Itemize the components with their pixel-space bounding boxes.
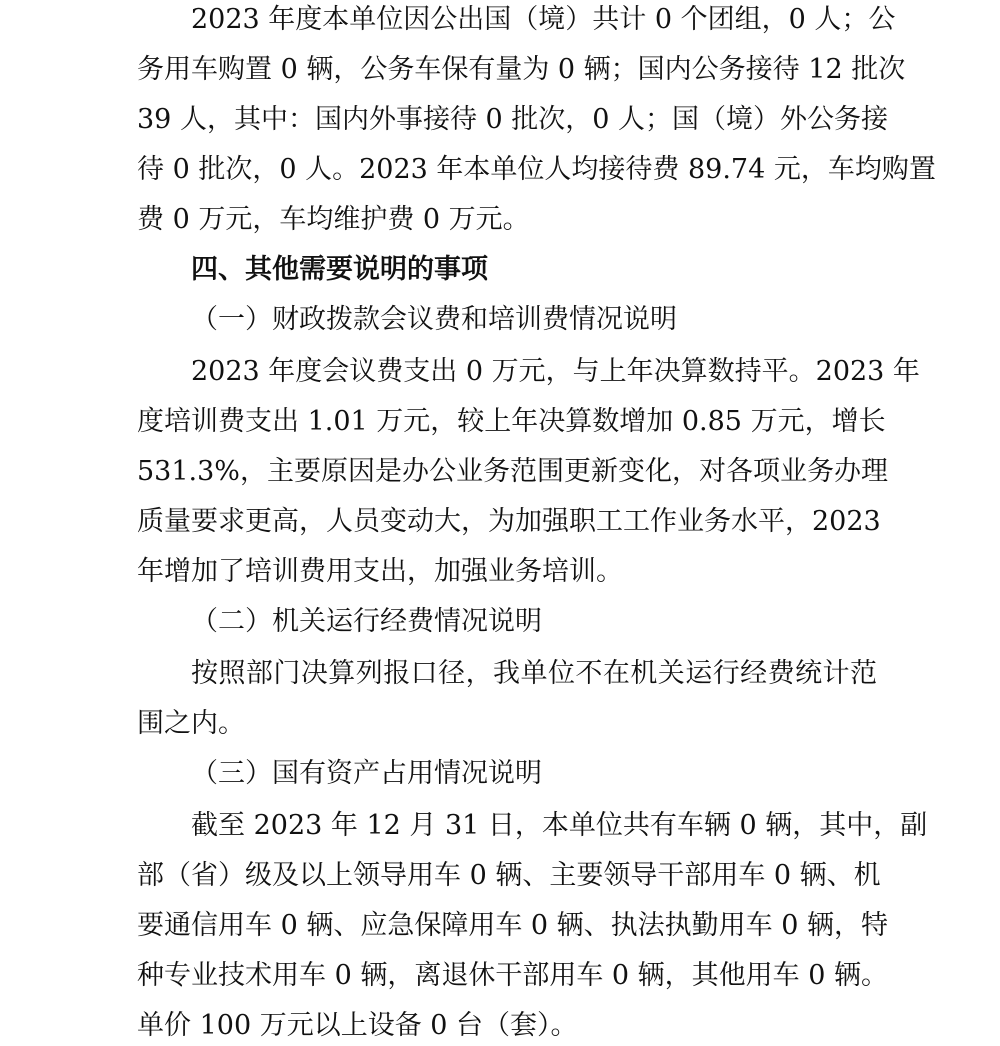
assets-line-1: 截至 2023 年 12 月 31 日，本单位共有车辆 0 辆，其中，副 bbox=[191, 810, 928, 841]
subsection-3-title: （三）国有资产占用情况说明 bbox=[191, 758, 542, 789]
meeting-line-1: 2023 年度会议费支出 0 万元，与上年决算数持平。2023 年 bbox=[191, 356, 920, 387]
travel-line-2: 务用车购置 0 辆，公务车保有量为 0 辆；国内公务接待 12 批次 bbox=[137, 54, 906, 85]
assets-line-3: 要通信用车 0 辆、应急保障用车 0 辆、执法执勤用车 0 辆，特 bbox=[137, 910, 889, 941]
meeting-line-3: 531.3%，主要原因是办公业务范围更新变化，对各项业务办理 bbox=[137, 456, 888, 487]
travel-line-4: 待 0 批次，0 人。2023 年本单位人均接待费 89.74 元，车均购置 bbox=[137, 154, 936, 185]
meeting-line-4: 质量要求更高，人员变动大，为加强职工工作业务水平，2023 bbox=[137, 506, 881, 537]
assets-line-2: 部（省）级及以上领导用车 0 辆、主要领导干部用车 0 辆、机 bbox=[137, 860, 881, 891]
meeting-line-2: 度培训费支出 1.01 万元，较上年决算数增加 0.85 万元，增长 bbox=[137, 406, 886, 437]
assets-line-4: 种专业技术用车 0 辆，离退休干部用车 0 辆，其他用车 0 辆。 bbox=[137, 960, 889, 991]
travel-line-3: 39 人，其中：国内外事接待 0 批次，0 人；国（境）外公务接 bbox=[137, 104, 889, 135]
operating-line-2: 围之内。 bbox=[137, 708, 245, 739]
section-four-title: 四、其他需要说明的事项 bbox=[191, 254, 488, 285]
meeting-line-5: 年增加了培训费用支出，加强业务培训。 bbox=[137, 556, 623, 587]
operating-line-1: 按照部门决算列报口径，我单位不在机关运行经费统计范 bbox=[191, 658, 877, 689]
assets-line-5: 单价 100 万元以上设备 0 台（套）。 bbox=[137, 1010, 578, 1041]
travel-line-1: 2023 年度本单位因公出国（境）共计 0 个团组，0 人；公 bbox=[191, 4, 896, 35]
subsection-1-title: （一）财政拨款会议费和培训费情况说明 bbox=[191, 304, 677, 335]
travel-line-5: 费 0 万元，车均维护费 0 万元。 bbox=[137, 204, 530, 235]
subsection-2-title: （二）机关运行经费情况说明 bbox=[191, 606, 542, 637]
